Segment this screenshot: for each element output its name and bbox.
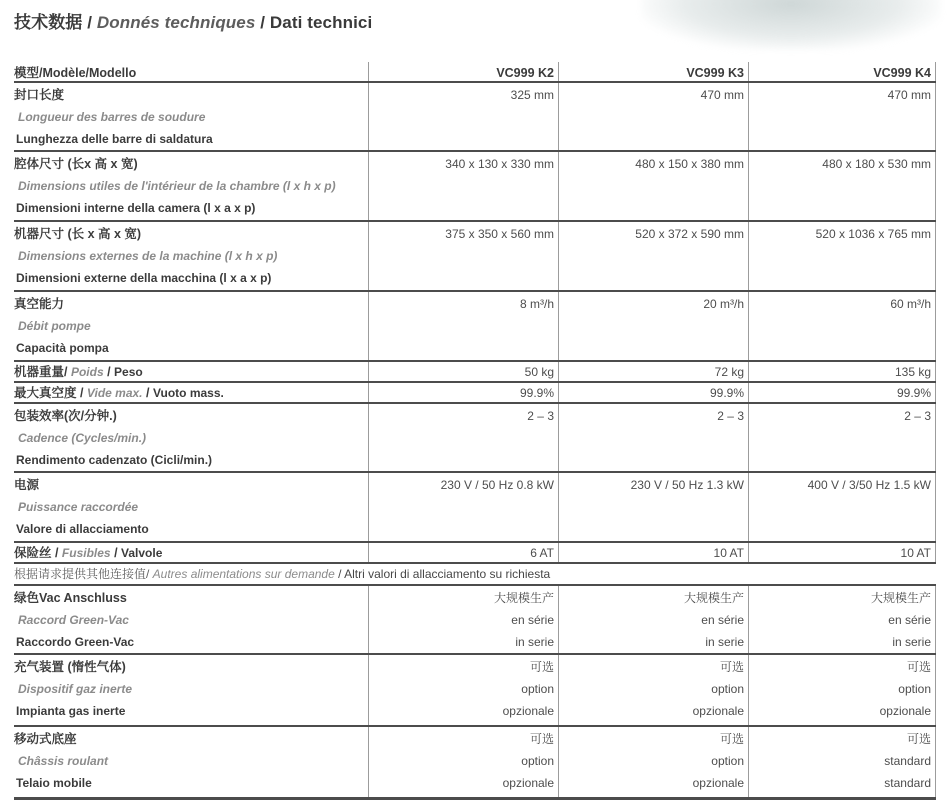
table-row xyxy=(14,404,936,473)
label-segment: 封口长度 xyxy=(14,88,65,102)
value-text: 60 m³/h xyxy=(890,297,931,311)
value-cell-vc999-k3 xyxy=(558,292,748,360)
title-it: Dati technici xyxy=(269,13,373,32)
value-text: 可选 xyxy=(719,660,744,674)
label-segment: Vuoto mass. xyxy=(152,386,224,400)
label-segment: Fusibles xyxy=(61,546,111,560)
value-cell-vc999-k3 xyxy=(558,362,748,381)
value-text: 大规模生产 xyxy=(683,591,744,605)
label-segment: Raccordo Green-Vac xyxy=(16,635,135,649)
page-title xyxy=(14,8,372,33)
value-cell-vc999-k4 xyxy=(748,727,936,797)
value-text: 99.9% xyxy=(896,386,931,400)
table-row xyxy=(14,83,936,152)
table-row xyxy=(14,152,936,222)
value-cell-vc999-k4 xyxy=(748,292,936,360)
title-zh: 技术数据 xyxy=(14,13,83,32)
label-segment: / xyxy=(110,546,122,560)
table-row xyxy=(14,473,936,543)
value-text: 20 m³/h xyxy=(703,297,744,311)
value-cell-vc999-k2 xyxy=(368,404,558,471)
label-segment: 电源 xyxy=(14,478,40,492)
row-label xyxy=(14,292,368,360)
value-text: opzionale xyxy=(502,704,554,718)
label-segment: Longueur des barres de soudure xyxy=(18,110,206,124)
row-label xyxy=(14,473,368,541)
value-text: 375 x 350 x 560 mm xyxy=(445,227,554,241)
label-segment: 腔体尺寸 (长x 高 x 宽) xyxy=(14,157,138,171)
label-segment: Valore di allacciamento xyxy=(16,522,149,536)
table-row xyxy=(14,586,936,655)
label-segment: Rendimento cadenzato (Cicli/min.) xyxy=(16,453,213,467)
table-row xyxy=(14,543,936,564)
value-text: 230 V / 50 Hz 1.3 kW xyxy=(630,478,744,492)
label-segment: Dimensions externes de la machine (l x h x p) xyxy=(18,249,278,263)
label-segment: Dimensions utiles de l'intérieur de la chambre (l x h x p) xyxy=(18,179,336,193)
tech-data-table xyxy=(14,62,936,800)
value-text: en série xyxy=(511,613,554,627)
value-text: 可选 xyxy=(906,660,931,674)
label-segment: 最大真空度 / xyxy=(14,386,87,400)
label-segment: Lunghezza delle barre di saldatura xyxy=(16,132,213,146)
value-cell-vc999-k3 xyxy=(558,83,748,150)
row-label xyxy=(14,543,368,562)
table-row xyxy=(14,383,936,404)
value-text: 230 V / 50 Hz 0.8 kW xyxy=(440,478,554,492)
label-segment: 真空能力 xyxy=(14,297,65,311)
value-text: 可选 xyxy=(906,732,931,746)
value-cell-vc999-k2 xyxy=(368,152,558,220)
row-label xyxy=(14,727,368,797)
label-segment: Valvole xyxy=(121,546,163,560)
label-segment: 根据请求提供其他连接值/ xyxy=(14,567,153,581)
value-text: 2 – 3 xyxy=(527,409,554,423)
row-label xyxy=(14,222,368,290)
table-row xyxy=(14,655,936,727)
title-separator: / xyxy=(255,13,270,32)
value-text: 400 V / 3/50 Hz 1.5 kW xyxy=(807,478,931,492)
row-label xyxy=(14,404,368,471)
value-cell-vc999-k3 xyxy=(558,543,748,562)
title-fr: Donnés techniques xyxy=(96,13,256,32)
value-text: 10 AT xyxy=(713,546,744,560)
value-text: option xyxy=(711,754,744,768)
photo-corner-fragment xyxy=(641,0,941,50)
label-segment: Puissance raccordée xyxy=(18,500,139,514)
value-cell-vc999-k3 xyxy=(558,152,748,220)
label-segment: Dispositif gaz inerte xyxy=(18,682,133,696)
header-model-label: 模型/Modèle/Modello xyxy=(14,66,137,80)
value-cell-vc999-k3 xyxy=(558,586,748,653)
value-text: 520 x 1036 x 765 mm xyxy=(815,227,931,241)
table-row xyxy=(14,222,936,292)
label-segment: Impianta gas inerte xyxy=(16,704,126,718)
label-segment: 移动式底座 xyxy=(14,732,77,746)
value-text: 10 AT xyxy=(900,546,931,560)
value-cell-vc999-k4 xyxy=(748,655,936,725)
value-cell-vc999-k3 xyxy=(558,222,748,290)
value-text: 可选 xyxy=(719,732,744,746)
table-row xyxy=(14,727,936,800)
value-cell-vc999-k4 xyxy=(748,543,936,562)
label-segment: Vide max. xyxy=(86,386,143,400)
value-cell-vc999-k2 xyxy=(368,383,558,402)
value-text: in serie xyxy=(515,635,554,649)
value-text: 2 – 3 xyxy=(717,409,744,423)
label-segment: Peso xyxy=(114,365,143,379)
row-label xyxy=(14,152,368,220)
label-segment: 机器重量/ xyxy=(14,365,71,379)
value-text: 470 mm xyxy=(887,88,931,102)
value-cell-vc999-k2 xyxy=(368,222,558,290)
value-cell-vc999-k2 xyxy=(368,655,558,725)
header-col-vc999-k3: VC999 K3 xyxy=(558,62,748,81)
label-segment: / xyxy=(142,386,153,400)
label-segment: Altri valori di allacciamento su richiesta xyxy=(344,567,551,581)
value-cell-vc999-k4 xyxy=(748,383,936,402)
value-text: 大规模生产 xyxy=(493,591,554,605)
value-cell-vc999-k3 xyxy=(558,473,748,541)
header-col-vc999-k4: VC999 K4 xyxy=(748,62,936,81)
value-text: option xyxy=(521,754,554,768)
value-text: en série xyxy=(888,613,931,627)
label-segment: 机器尺寸 (长 x 高 x 宽) xyxy=(14,227,142,241)
label-segment: 充气装置 (惰性气体) xyxy=(14,660,126,674)
value-text: opzionale xyxy=(692,704,744,718)
table-header-row xyxy=(14,62,936,83)
label-segment: Débit pompe xyxy=(18,319,91,333)
value-text: 72 kg xyxy=(714,365,744,379)
table-body xyxy=(14,83,936,800)
value-text: 2 – 3 xyxy=(904,409,931,423)
value-cell-vc999-k4 xyxy=(748,83,936,150)
value-cell-vc999-k2 xyxy=(368,727,558,797)
value-text: standard xyxy=(884,754,931,768)
value-text: 480 x 150 x 380 mm xyxy=(635,157,744,171)
value-text: en série xyxy=(701,613,744,627)
label-segment: 包装效率(次/分钟.) xyxy=(14,409,117,423)
header-col-vc999-k2: VC999 K2 xyxy=(368,62,558,81)
value-text: 50 kg xyxy=(524,365,554,379)
table-row xyxy=(14,292,936,362)
value-text: option xyxy=(521,682,554,696)
value-cell-vc999-k3 xyxy=(558,727,748,797)
value-cell-vc999-k3 xyxy=(558,404,748,471)
value-text: in serie xyxy=(705,635,744,649)
value-cell-vc999-k4 xyxy=(748,404,936,471)
label-segment: / xyxy=(103,365,115,379)
value-text: option xyxy=(898,682,931,696)
row-label xyxy=(14,362,368,381)
label-segment: Dimensioni externe della macchina (l x a x p) xyxy=(16,271,272,285)
label-segment: Dimensioni interne della camera (l x a x p) xyxy=(16,201,256,215)
value-text: 大规模生产 xyxy=(870,591,931,605)
value-text: 8 m³/h xyxy=(519,297,554,311)
note-text xyxy=(14,564,936,584)
title-separator: / xyxy=(82,13,97,32)
value-cell-vc999-k2 xyxy=(368,473,558,541)
value-text: 99.9% xyxy=(709,386,744,400)
value-cell-vc999-k4 xyxy=(748,473,936,541)
row-label xyxy=(14,383,368,402)
value-cell-vc999-k4 xyxy=(748,586,936,653)
row-label xyxy=(14,586,368,653)
value-text: opzionale xyxy=(502,776,554,790)
value-text: 470 mm xyxy=(700,88,744,102)
label-segment: Cadence (Cycles/min.) xyxy=(18,431,147,445)
label-segment: Poids xyxy=(70,365,104,379)
label-segment: Telaio mobile xyxy=(16,776,92,790)
row-label xyxy=(14,655,368,725)
value-cell-vc999-k4 xyxy=(748,362,936,381)
value-cell-vc999-k4 xyxy=(748,152,936,220)
value-cell-vc999-k3 xyxy=(558,383,748,402)
value-cell-vc999-k2 xyxy=(368,83,558,150)
value-text: in serie xyxy=(892,635,931,649)
label-segment: Capacità pompa xyxy=(16,341,109,355)
table-row xyxy=(14,362,936,383)
label-segment: / xyxy=(334,567,345,581)
value-text: 可选 xyxy=(529,660,554,674)
value-text: opzionale xyxy=(692,776,744,790)
value-text: 6 AT xyxy=(530,546,554,560)
label-segment: Châssis roulant xyxy=(18,754,109,768)
label-segment: 绿色Vac Anschluss xyxy=(14,591,127,605)
row-label xyxy=(14,83,368,150)
value-cell-vc999-k2 xyxy=(368,362,558,381)
value-text: 可选 xyxy=(529,732,554,746)
value-text: 325 mm xyxy=(510,88,554,102)
value-text: option xyxy=(711,682,744,696)
label-segment: Autres alimentations sur demande xyxy=(152,567,335,581)
value-cell-vc999-k2 xyxy=(368,292,558,360)
value-text: standard xyxy=(884,776,931,790)
value-cell-vc999-k3 xyxy=(558,655,748,725)
value-text: 480 x 180 x 530 mm xyxy=(822,157,931,171)
value-text: 340 x 130 x 330 mm xyxy=(445,157,554,171)
value-text: 135 kg xyxy=(894,365,931,379)
value-text: 99.9% xyxy=(519,386,554,400)
value-cell-vc999-k4 xyxy=(748,222,936,290)
value-cell-vc999-k2 xyxy=(368,586,558,653)
note-row xyxy=(14,564,936,586)
value-cell-vc999-k2 xyxy=(368,543,558,562)
value-text: opzionale xyxy=(879,704,931,718)
label-segment: Raccord Green-Vac xyxy=(18,613,129,627)
value-text: 520 x 372 x 590 mm xyxy=(635,227,744,241)
label-segment: 保险丝 / xyxy=(14,546,62,560)
